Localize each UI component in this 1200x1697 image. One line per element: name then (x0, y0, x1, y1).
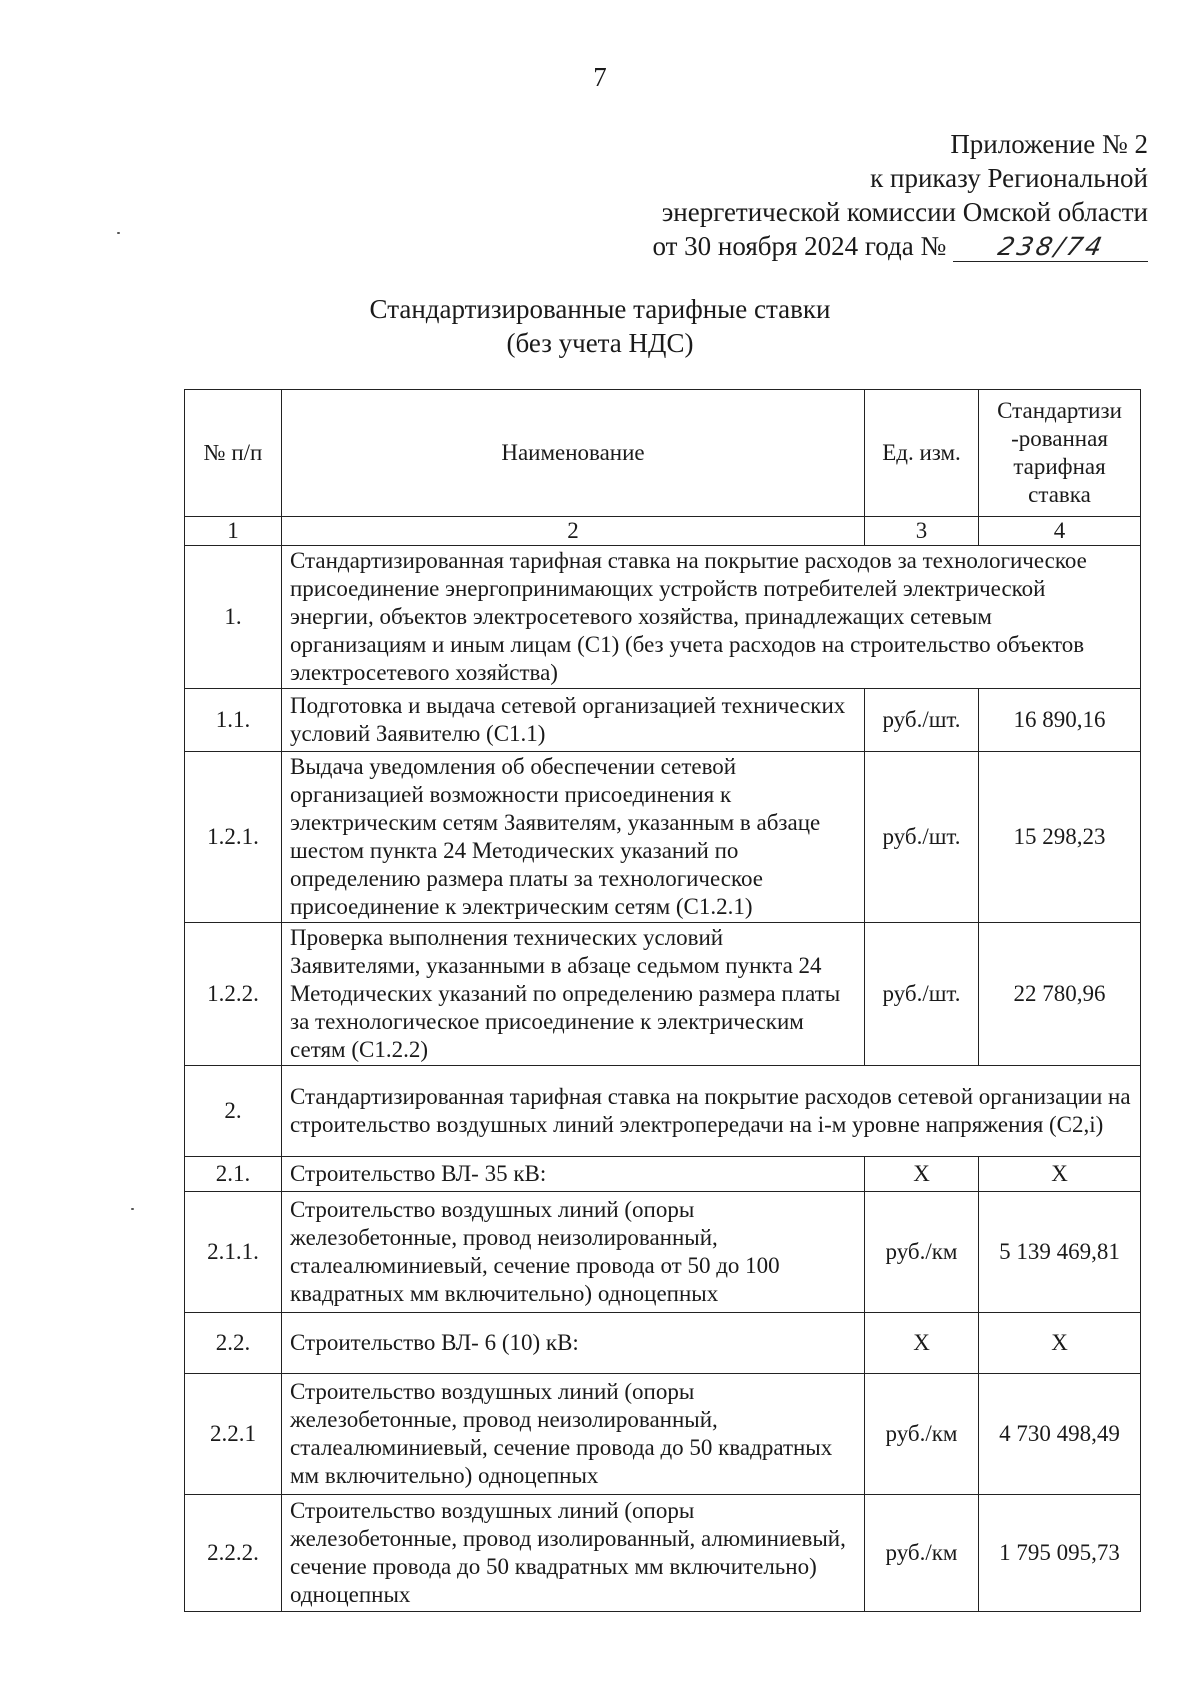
row-num: 2.2. (185, 1313, 282, 1374)
row-unit: руб./шт. (865, 752, 979, 923)
header-num: № п/п (185, 390, 282, 517)
header-rate: Стандартизи -рованная тарифная ставка (979, 390, 1141, 517)
document-title (0, 292, 1200, 360)
row-num: 1.2.2. (185, 923, 282, 1066)
header-unit: Ед. изм. (865, 390, 979, 517)
appendix-line-2: к приказу Региональной (870, 163, 1148, 193)
row-name: Строительство воздушных линий (опоры железобетонные, провод неизолированный, сталеалюминиевый, сечение провода до 50 квадратных мм включительно) одноцепных (282, 1374, 865, 1495)
table-row (185, 1066, 1141, 1157)
column-number: 2 (282, 517, 865, 546)
appendix-line-3: энергетической комиссии Омской области (661, 197, 1148, 227)
table-row (185, 752, 1141, 923)
row-unit: руб./км (865, 1374, 979, 1495)
row-num: 1.2.1. (185, 752, 282, 923)
row-num: 1. (185, 546, 282, 689)
row-rate: Х (979, 1157, 1141, 1192)
order-number-signature-field (953, 231, 1148, 262)
table-row (185, 1157, 1141, 1192)
row-name: Подготовка и выдача сетевой организацией технических условий Заявителю (С1.1) (282, 689, 865, 752)
row-num: 2.2.2. (185, 1495, 282, 1612)
row-rate: 15 298,23 (979, 752, 1141, 923)
row-num: 2.2.1 (185, 1374, 282, 1495)
row-rate: 22 780,96 (979, 923, 1141, 1066)
table-row (185, 1313, 1141, 1374)
row-num: 2.1. (185, 1157, 282, 1192)
scan-speck (117, 232, 120, 234)
table-row (185, 1495, 1141, 1612)
row-name: Стандартизированная тарифная ставка на покрытие расходов сетевой организации на строительство воздушных линий электропередачи на i-м уровне напряжения (С2,i) (282, 1066, 1141, 1157)
page-number: 7 (593, 62, 607, 92)
row-unit: Х (865, 1157, 979, 1192)
appendix-line-4 (652, 229, 1148, 263)
row-num: 1.1. (185, 689, 282, 752)
row-num: 2. (185, 1066, 282, 1157)
column-number: 4 (979, 517, 1141, 546)
table-row (185, 1192, 1141, 1313)
table-header-row (185, 390, 1141, 517)
row-num: 2.1.1. (185, 1192, 282, 1313)
column-number-row (185, 517, 1141, 546)
row-rate: 1 795 095,73 (979, 1495, 1141, 1612)
column-number: 1 (185, 517, 282, 546)
table-row (185, 689, 1141, 752)
handwritten-order-number: 238/74 (994, 232, 1108, 261)
row-name: Проверка выполнения технических условий Заявителями, указанными в абзаце седьмом пункта 24 Методических указаний по определению размера платы за технологическое присоединение к электрическим сетям (С1.2.2) (282, 923, 865, 1066)
row-name: Выдача уведомления об обеспечении сетевой организацией возможности присоединения к электрическим сетям Заявителям, указанным в абзаце шестом пункта 24 Методических указаний по определению размера платы за технологическое присоединение к электрическим сетям (С1.2.1) (282, 752, 865, 923)
document-title-line-2: (без учета НДС) (506, 328, 694, 358)
row-name: Строительство ВЛ- 6 (10) кВ: (282, 1313, 865, 1374)
row-unit: Х (865, 1313, 979, 1374)
row-rate: Х (979, 1313, 1141, 1374)
header-name: Наименование (282, 390, 865, 517)
row-name: Строительство ВЛ- 35 кВ: (282, 1157, 865, 1192)
row-name: Строительство воздушных линий (опоры железобетонные, провод неизолированный, сталеалюминиевый, сечение провода от 50 до 100 квадратных мм включительно) одноцепных (282, 1192, 865, 1313)
row-name: Строительство воздушных линий (опоры железобетонные, провод изолированный, алюминиевый, сечение провода до 50 квадратных мм включительно) одноцепных (282, 1495, 865, 1612)
table-row (185, 546, 1141, 689)
appendix-header (652, 127, 1148, 263)
tariff-rates-table (184, 389, 1141, 1612)
table-row (185, 923, 1141, 1066)
row-unit: руб./шт. (865, 923, 979, 1066)
column-number: 3 (865, 517, 979, 546)
row-unit: руб./км (865, 1495, 979, 1612)
row-rate: 5 139 469,81 (979, 1192, 1141, 1313)
appendix-line-1: Приложение № 2 (950, 129, 1148, 159)
scan-speck (131, 1208, 134, 1210)
document-title-line-1: Стандартизированные тарифные ставки (369, 294, 831, 324)
row-unit: руб./км (865, 1192, 979, 1313)
appendix-date-text: от 30 ноября 2024 года № (652, 231, 947, 261)
row-unit: руб./шт. (865, 689, 979, 752)
row-name: Стандартизированная тарифная ставка на покрытие расходов за технологическое присоединение энергопринимающих устройств потребителей электрической энергии, объектов электросетевого хозяйства, принадлежащих сетевым организациям и иным лицам (С1) (без учета расходов на строительство объектов электросетевого хозяйства) (282, 546, 1141, 689)
table-row (185, 1374, 1141, 1495)
row-rate: 16 890,16 (979, 689, 1141, 752)
row-rate: 4 730 498,49 (979, 1374, 1141, 1495)
